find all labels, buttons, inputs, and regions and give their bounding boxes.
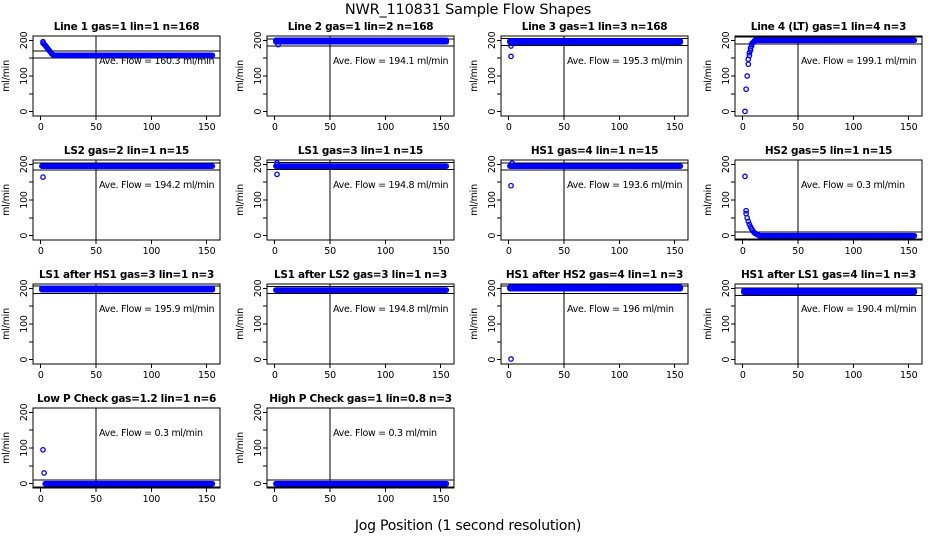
subplot-13: [0, 392, 234, 516]
subplot-canvas: [702, 268, 936, 392]
ave-flow-annotation: Ave. Flow = 194.2 ml/min: [99, 180, 215, 191]
x-tick-label: 50: [558, 122, 570, 133]
x-tick-label: 0: [271, 122, 278, 133]
y-tick-label: 0: [19, 108, 30, 115]
subplot-12: [702, 268, 936, 392]
data-points: [40, 164, 215, 179]
x-tick-label: 150: [665, 246, 684, 257]
x-tick-label: 0: [739, 122, 746, 133]
y-axis-name: ml/min: [469, 60, 480, 92]
data-point: [745, 74, 749, 78]
x-tick-label: 150: [431, 122, 450, 133]
x-tick-label: 50: [558, 370, 570, 381]
ave-flow-annotation: Ave. Flow = 194.8 ml/min: [333, 180, 449, 191]
subplot-canvas: [702, 144, 936, 268]
subplot-canvas: [0, 268, 234, 392]
subplot-title: Line 3 gas=1 lin=3 n=168: [521, 21, 668, 33]
x-tick-label: 100: [376, 246, 395, 257]
ave-flow-annotation: Ave. Flow = 194.1 ml/min: [333, 56, 449, 67]
y-tick-label: 0: [487, 356, 498, 363]
data-point: [746, 62, 750, 66]
x-tick-label: 0: [37, 494, 44, 505]
y-tick-label: 200: [253, 31, 264, 50]
plot-box: [735, 160, 922, 240]
subplot-7: [468, 144, 702, 268]
y-tick-label: 200: [487, 31, 498, 50]
ave-flow-annotation: Ave. Flow = 190.4 ml/min: [801, 304, 917, 315]
subplot-canvas: [468, 268, 702, 392]
y-axis-name: ml/min: [1, 184, 12, 216]
plot-box: [501, 36, 688, 116]
y-tick-label: 200: [721, 31, 732, 50]
y-tick-label: 200: [19, 155, 30, 174]
subplot-1: [0, 20, 234, 144]
ave-flow-annotation: Ave. Flow = 0.3 ml/min: [333, 428, 437, 439]
plot-box: [33, 160, 220, 240]
subplot-title: HS1 after LS1 gas=4 lin=1 n=3: [740, 269, 917, 281]
y-tick-label: 100: [721, 315, 732, 333]
y-tick-label: 100: [487, 315, 498, 333]
data-points: [41, 40, 215, 58]
plot-box: [33, 408, 220, 488]
x-tick-label: 150: [665, 122, 684, 133]
subplot-title: High P Check gas=1 lin=0.8 n=3: [269, 393, 452, 405]
y-tick-label: 200: [253, 403, 264, 422]
subplot-canvas: [234, 392, 468, 516]
y-tick-label: 0: [721, 108, 732, 115]
y-tick-label: 100: [253, 439, 264, 457]
y-tick-label: 200: [19, 403, 30, 422]
x-tick-label: 0: [739, 370, 746, 381]
subplot-canvas: [234, 268, 468, 392]
subplot-title: LS2 gas=2 lin=1 n=15: [63, 145, 190, 157]
y-tick-label: 100: [19, 315, 30, 333]
y-tick-label: 100: [487, 67, 498, 85]
data-point: [41, 448, 45, 452]
y-tick-label: 100: [19, 67, 30, 85]
y-axis-name: ml/min: [703, 184, 714, 216]
x-tick-label: 150: [431, 370, 450, 381]
subplot-title: LS1 after LS2 gas=3 lin=1 n=3: [274, 269, 447, 281]
subplot-3: [468, 20, 702, 144]
y-tick-label: 200: [721, 155, 732, 174]
subplot-canvas: [0, 144, 234, 268]
data-point: [509, 54, 513, 58]
x-tick-label: 0: [37, 246, 44, 257]
x-tick-label: 100: [376, 494, 395, 505]
y-axis-name: ml/min: [1, 432, 12, 464]
subplot-canvas: [0, 20, 234, 144]
subplot-9: [0, 268, 234, 392]
y-tick-label: 0: [19, 356, 30, 363]
x-tick-label: 150: [899, 370, 918, 381]
x-tick-label: 100: [376, 370, 395, 381]
y-tick-label: 100: [19, 191, 30, 209]
subplot-title: HS1 after HS2 gas=4 lin=1 n=3: [505, 269, 684, 281]
x-tick-label: 0: [505, 246, 512, 257]
y-axis-name: ml/min: [1, 60, 12, 92]
x-tick-label: 50: [792, 122, 804, 133]
y-axis-name: ml/min: [235, 308, 246, 340]
x-tick-label: 50: [792, 246, 804, 257]
plot-box: [501, 160, 688, 240]
y-tick-label: 200: [19, 279, 30, 298]
subplot-title: HS2 gas=5 lin=1 n=15: [764, 145, 893, 157]
data-points: [508, 285, 683, 361]
y-tick-label: 100: [253, 315, 264, 333]
y-axis-name: ml/min: [469, 184, 480, 216]
ave-flow-annotation: Ave. Flow = 195.3 ml/min: [567, 56, 683, 67]
y-tick-label: 100: [253, 191, 264, 209]
x-tick-label: 150: [431, 494, 450, 505]
data-point: [42, 471, 46, 475]
x-tick-label: 100: [610, 370, 629, 381]
data-point: [509, 184, 513, 188]
x-tick-label: 150: [197, 122, 216, 133]
y-tick-label: 0: [253, 480, 264, 487]
y-axis-name: ml/min: [235, 432, 246, 464]
x-tick-label: 150: [899, 122, 918, 133]
ave-flow-annotation: Ave. Flow = 194.8 ml/min: [333, 304, 449, 315]
x-tick-label: 50: [90, 370, 102, 381]
plot-box: [501, 284, 688, 364]
y-tick-label: 100: [721, 67, 732, 85]
y-tick-label: 200: [487, 155, 498, 174]
x-tick-label: 150: [431, 246, 450, 257]
data-point: [275, 172, 279, 176]
data-point: [509, 357, 513, 361]
y-axis-name: ml/min: [469, 308, 480, 340]
x-tick-label: 50: [90, 122, 102, 133]
data-point: [41, 175, 45, 179]
y-tick-label: 0: [253, 108, 264, 115]
plot-box: [33, 284, 220, 364]
subplot-title: LS1 gas=3 lin=1 n=15: [297, 145, 424, 157]
x-tick-label: 100: [142, 246, 161, 257]
y-tick-label: 0: [19, 232, 30, 239]
x-tick-label: 100: [844, 246, 863, 257]
y-axis-name: ml/min: [1, 308, 12, 340]
subplot-canvas: [234, 144, 468, 268]
y-tick-label: 200: [19, 31, 30, 50]
y-tick-label: 0: [487, 232, 498, 239]
x-tick-label: 150: [197, 246, 216, 257]
data-points: [274, 482, 449, 486]
subplot-11: [468, 268, 702, 392]
x-tick-label: 100: [142, 494, 161, 505]
subplot-title: Low P Check gas=1.2 lin=1 n=6: [37, 393, 216, 405]
data-point: [744, 87, 748, 91]
x-axis-label: Jog Position (1 second resolution): [354, 518, 582, 534]
ave-flow-annotation: Ave. Flow = 0.3 ml/min: [801, 180, 905, 191]
x-tick-label: 150: [665, 370, 684, 381]
data-points: [40, 286, 215, 292]
plot-box: [735, 284, 922, 364]
x-tick-label: 50: [324, 494, 336, 505]
subplot-8: [702, 144, 936, 268]
subplot-4: [702, 20, 936, 144]
y-tick-label: 0: [721, 232, 732, 239]
y-tick-label: 0: [19, 480, 30, 487]
y-tick-label: 0: [253, 356, 264, 363]
x-tick-label: 0: [739, 246, 746, 257]
ave-flow-annotation: Ave. Flow = 196 ml/min: [567, 304, 674, 315]
x-tick-label: 0: [37, 122, 44, 133]
plot-box: [267, 408, 454, 488]
y-axis-name: ml/min: [235, 184, 246, 216]
y-tick-label: 200: [721, 279, 732, 298]
subplot-14: [234, 392, 468, 516]
plot-box: [267, 36, 454, 116]
x-tick-label: 50: [90, 246, 102, 257]
ave-flow-annotation: Ave. Flow = 0.3 ml/min: [99, 428, 203, 439]
y-axis-name: ml/min: [703, 308, 714, 340]
ave-flow-annotation: Ave. Flow = 195.9 ml/min: [99, 304, 215, 315]
x-tick-label: 150: [197, 370, 216, 381]
ave-flow-annotation: Ave. Flow = 160.3 ml/min: [99, 56, 215, 67]
x-tick-label: 0: [271, 246, 278, 257]
y-tick-label: 0: [253, 232, 264, 239]
y-tick-label: 100: [253, 67, 264, 85]
x-tick-label: 50: [558, 246, 570, 257]
y-tick-label: 0: [487, 108, 498, 115]
subplot-6: [234, 144, 468, 268]
x-tick-label: 50: [90, 494, 102, 505]
plot-box: [735, 36, 922, 116]
ave-flow-annotation: Ave. Flow = 199.1 ml/min: [801, 56, 917, 67]
x-tick-label: 100: [376, 122, 395, 133]
ave-flow-annotation: Ave. Flow = 193.6 ml/min: [567, 180, 683, 191]
x-tick-label: 50: [324, 370, 336, 381]
x-tick-label: 100: [142, 370, 161, 381]
plots-grid: [0, 20, 936, 516]
y-tick-label: 100: [721, 191, 732, 209]
y-tick-label: 200: [253, 155, 264, 174]
y-tick-label: 200: [253, 279, 264, 298]
x-tick-label: 0: [505, 370, 512, 381]
y-tick-label: 200: [487, 279, 498, 298]
subplot-canvas: [468, 20, 702, 144]
y-tick-label: 0: [721, 356, 732, 363]
subplot-title: Line 2 gas=1 lin=2 n=168: [287, 21, 434, 33]
subplot-title: HS1 gas=4 lin=1 n=15: [530, 145, 659, 157]
x-tick-label: 100: [142, 122, 161, 133]
x-tick-label: 0: [271, 370, 278, 381]
y-tick-label: 100: [19, 439, 30, 457]
subplot-canvas: [702, 20, 936, 144]
subplot-canvas: [234, 20, 468, 144]
subplot-title: LS1 after HS1 gas=3 lin=1 n=3: [38, 269, 215, 281]
y-tick-label: 100: [487, 191, 498, 209]
x-tick-label: 50: [792, 370, 804, 381]
x-tick-label: 100: [844, 122, 863, 133]
x-tick-label: 50: [324, 122, 336, 133]
x-tick-label: 100: [610, 246, 629, 257]
subplot-10: [234, 268, 468, 392]
subplot-title: Line 4 (LT) gas=1 lin=4 n=3: [750, 21, 907, 33]
x-tick-label: 100: [844, 370, 863, 381]
x-tick-label: 50: [324, 246, 336, 257]
x-tick-label: 0: [37, 370, 44, 381]
x-tick-label: 0: [505, 122, 512, 133]
data-points: [742, 289, 917, 295]
data-points: [743, 38, 917, 114]
y-axis-name: ml/min: [703, 60, 714, 92]
data-point: [743, 109, 747, 113]
subplot-canvas: [468, 144, 702, 268]
subplot-canvas: [0, 392, 234, 516]
plot-box: [33, 36, 220, 116]
main-title: NWR_110831 Sample Flow Shapes: [344, 2, 592, 18]
plot-box: [267, 160, 454, 240]
data-points: [274, 288, 449, 292]
data-point: [743, 174, 747, 178]
x-tick-label: 150: [899, 246, 918, 257]
plot-box: [267, 284, 454, 364]
x-tick-label: 0: [271, 494, 278, 505]
subplot-2: [234, 20, 468, 144]
y-axis-name: ml/min: [235, 60, 246, 92]
x-tick-label: 150: [197, 494, 216, 505]
x-tick-label: 100: [610, 122, 629, 133]
subplot-5: [0, 144, 234, 268]
subplot-title: Line 1 gas=1 lin=1 n=168: [53, 21, 200, 33]
